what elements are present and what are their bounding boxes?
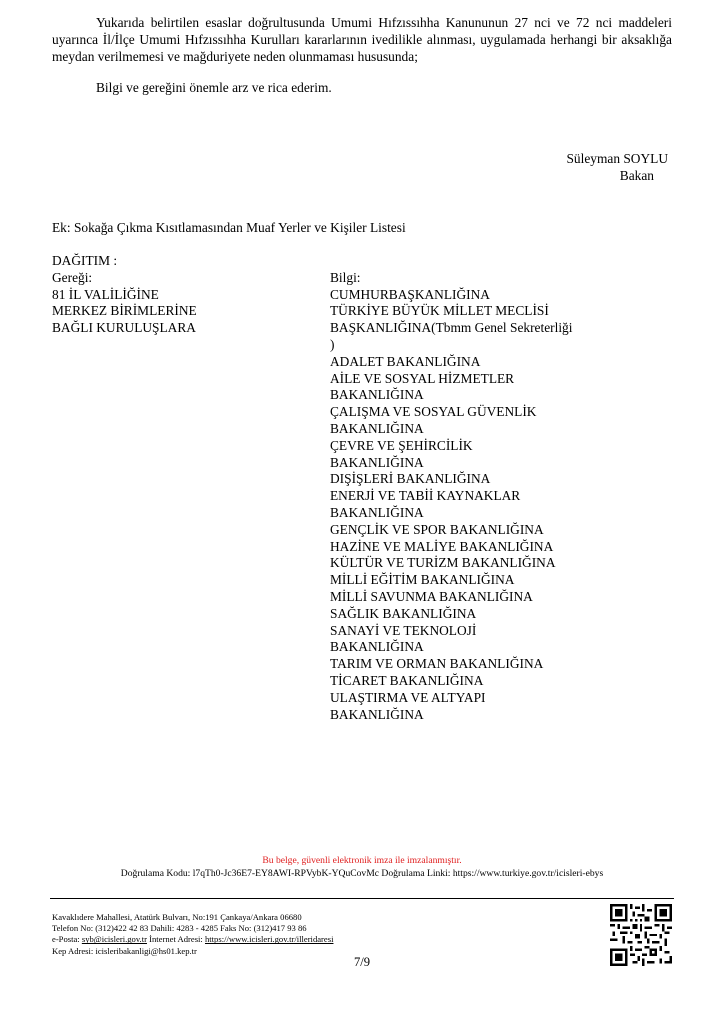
verification-code-line: Doğrulama Kodu: l7qTh0-Jc36E7-EY8AWI-RPVybK-YQuCovMc Doğrulama Linki: https://www.turkiye.gov.tr/icisleri-ebys	[120, 868, 604, 879]
distribution-title: DAĞITIM :	[52, 253, 118, 268]
web-label: İnternet Adresi:	[149, 934, 203, 945]
page-number: 7/9	[353, 955, 371, 969]
info-list	[330, 287, 630, 724]
info-recipient: SANAYİ VE TEKNOLOJİ	[330, 622, 477, 638]
info-recipient: GENÇLİK VE SPOR BAKANLIĞINA	[330, 521, 544, 537]
action-heading: Gereği:	[52, 269, 93, 285]
info-recipient: BAKANLIĞINA	[330, 387, 424, 403]
distribution-section	[52, 253, 672, 723]
info-recipient: )	[330, 336, 335, 352]
info-recipient: DIŞİŞLERİ BAKANLIĞINA	[330, 471, 491, 487]
info-recipient: BAKANLIĞINA	[330, 420, 424, 436]
footer-phone: Telefon No: (312)422 42 83 Dahili: 4283 - 4285 Faks No: (312)417 93 86	[52, 923, 307, 934]
distribution-info-column	[330, 270, 630, 724]
info-recipient: TÜRKİYE BÜYÜK MİLLET MECLİSİ	[330, 303, 549, 319]
qr-code-icon	[610, 904, 672, 966]
distribution-action-column	[52, 270, 330, 724]
info-recipient: ÇALIŞMA VE SOSYAL GÜVENLİK	[330, 404, 537, 420]
info-recipient: CUMHURBAŞKANLIĞINA	[330, 286, 490, 302]
info-recipient: TİCARET BAKANLIĞINA	[330, 672, 484, 688]
email-link[interactable]: syb@icisleri.gov.tr	[81, 934, 147, 945]
info-recipient: MİLLİ EĞİTİM BAKANLIĞINA	[330, 572, 515, 588]
email-label: e-Posta:	[52, 934, 80, 945]
info-recipient: HAZİNE VE MALİYE BAKANLIĞINA	[330, 538, 554, 554]
info-recipient: ÇEVRE VE ŞEHİRCİLİK	[330, 437, 473, 453]
attachment-line: Ek: Sokağa Çıkma Kısıtlamasından Muaf Yerler ve Kişiler Listesi	[52, 220, 406, 235]
verification-block	[52, 854, 672, 880]
info-recipient: ADALET BAKANLIĞINA	[330, 353, 481, 369]
body-paragraph-1: Yukarıda belirtilen esaslar doğrultusunda Umumi Hıfzıssıhha Kanununun 27 nci ve 72 nci maddeleri uyarınca İl/İlçe Umumi Hıfzıssıhha Kurulları kararlarının ivedilikle alınması, uygulamada herhangi bir aksaklığa meydan verilmemesi ve mağduriyete neden olunmaması hususunda;	[52, 15, 672, 64]
action-recipient: MERKEZ BİRİMLERİNE	[52, 303, 197, 319]
action-recipient: BAĞLI KURULUŞLARA	[52, 320, 196, 336]
footer-kep: Kep Adresi: icisleribakanligi@hs01.kep.tr	[52, 945, 197, 956]
signer-title: Bakan	[619, 168, 654, 183]
e-signature-notice: Bu belge, güvenli elektronik imza ile imzalanmıştır.	[262, 855, 462, 866]
signer-name: Süleyman SOYLU	[566, 151, 668, 166]
web-link[interactable]: https://www.icisleri.gov.tr/illeridaresi	[204, 934, 334, 945]
body-paragraph-2: Bilgi ve gereğini önemle arz ve rica ederim.	[96, 80, 332, 95]
info-recipient: BAKANLIĞINA	[330, 706, 424, 722]
footer-address: Kavaklıdere Mahallesi, Atatürk Bulvarı, No:191 Çankaya/Ankara 06680	[52, 912, 302, 922]
info-recipient: SAĞLIK BAKANLIĞINA	[330, 605, 477, 621]
info-recipient: AİLE VE SOSYAL HİZMETLER	[330, 370, 515, 386]
info-recipient: BAKANLIĞINA	[330, 504, 424, 520]
info-recipient: KÜLTÜR VE TURİZM BAKANLIĞINA	[330, 555, 556, 571]
action-list	[52, 287, 330, 337]
info-recipient: MİLLİ SAVUNMA BAKANLIĞINA	[330, 588, 533, 604]
footer-contact	[52, 912, 472, 957]
info-recipient: BAKANLIĞINA	[330, 454, 424, 470]
info-heading: Bilgi:	[330, 269, 361, 285]
info-recipient: TARIM VE ORMAN BAKANLIĞINA	[330, 656, 544, 672]
signature-block	[488, 150, 668, 184]
info-recipient: BAŞKANLIĞINA(Tbmm Genel Sekreterliği	[330, 320, 573, 336]
footer-divider	[50, 898, 674, 899]
footer-email-web	[52, 934, 472, 945]
info-recipient: ENERJİ VE TABİİ KAYNAKLAR	[330, 488, 521, 504]
info-recipient: ULAŞTIRMA VE ALTYAPI	[330, 689, 486, 705]
info-recipient: BAKANLIĞINA	[330, 639, 424, 655]
action-recipient: 81 İL VALİLİĞİNE	[52, 286, 159, 302]
